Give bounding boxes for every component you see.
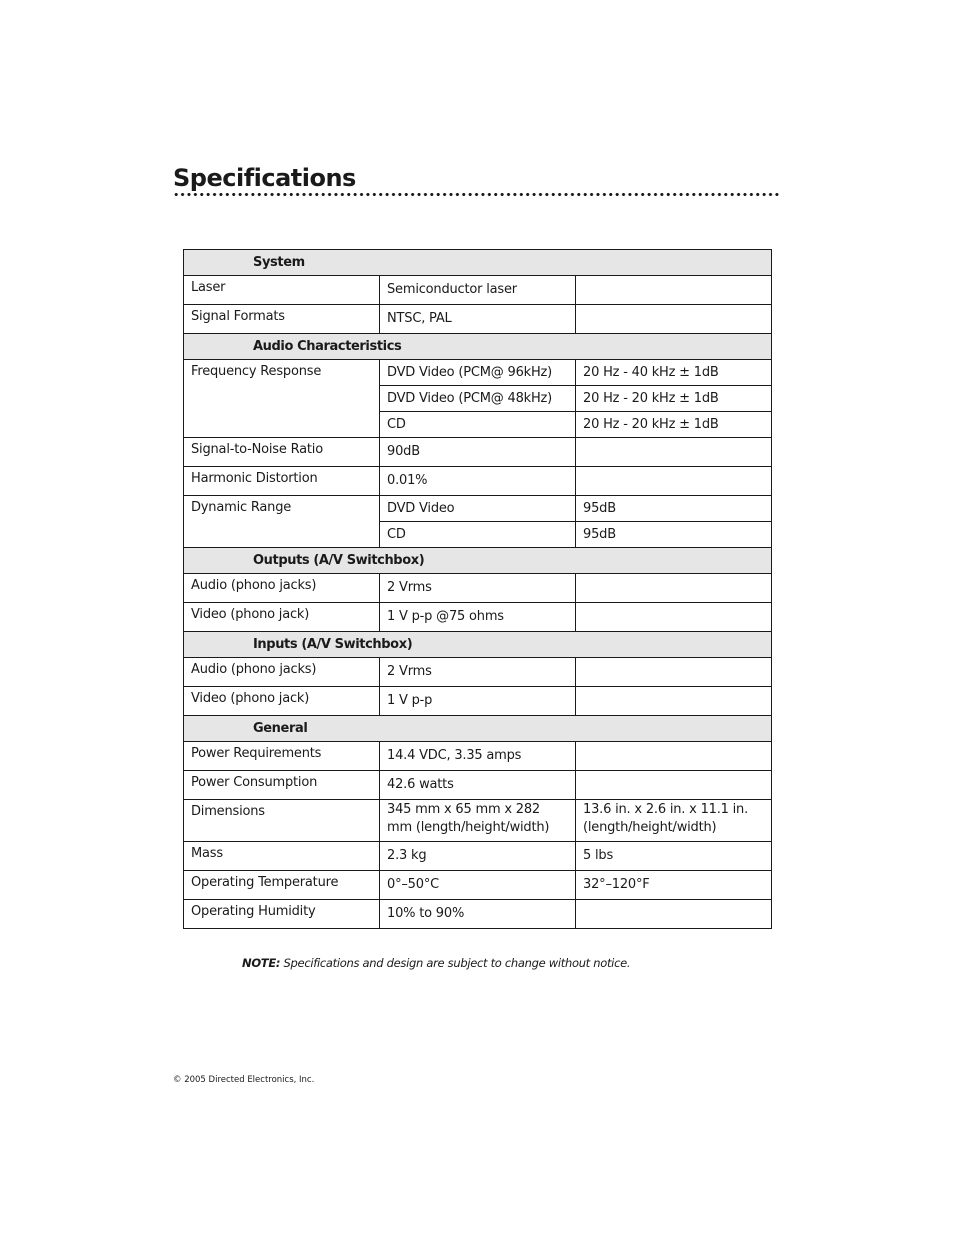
spec-alt-value-cell <box>576 603 772 632</box>
spec-alt-value-cell <box>576 771 772 800</box>
spec-alt-value-cell <box>576 305 772 334</box>
spec-label-cell: Laser <box>184 276 380 305</box>
table-row <box>184 574 772 603</box>
spec-alt-value-cell <box>576 438 772 467</box>
table-row <box>184 496 772 522</box>
specifications-table-body <box>184 250 772 929</box>
spec-alt-value-cell <box>576 467 772 496</box>
spec-label-cell: Power Requirements <box>184 742 380 771</box>
table-row <box>184 603 772 632</box>
table-row <box>184 900 772 929</box>
spec-value-cell: Semiconductor laser <box>380 276 576 305</box>
spec-label-cell: Frequency Response <box>184 360 380 438</box>
specifications-table <box>183 249 772 929</box>
spec-alt-value-cell <box>576 742 772 771</box>
spec-alt-value-cell: 95dB <box>576 496 772 522</box>
section-heading: General <box>184 716 772 742</box>
spec-label-cell: Harmonic Distortion <box>184 467 380 496</box>
spec-alt-value-cell <box>576 900 772 929</box>
spec-label-cell: Video (phono jack) <box>184 603 380 632</box>
section-header-row <box>184 334 772 360</box>
spec-value-cell: DVD Video (PCM@ 48kHz) <box>380 386 576 412</box>
section-heading: Inputs (A/V Switchbox) <box>184 632 772 658</box>
note-text: Specifications and design are subject to change without notice. <box>280 956 631 970</box>
spec-label-cell: Signal-to-Noise Ratio <box>184 438 380 467</box>
spec-value-cell: NTSC, PAL <box>380 305 576 334</box>
table-row <box>184 842 772 871</box>
spec-alt-value-cell: 20 Hz - 40 kHz ± 1dB <box>576 360 772 386</box>
spec-value-cell: 2.3 kg <box>380 842 576 871</box>
spec-value-cell: 2 Vrms <box>380 574 576 603</box>
spec-value-cell: 2 Vrms <box>380 658 576 687</box>
spec-label-cell: Operating Temperature <box>184 871 380 900</box>
spec-label-cell: Power Consumption <box>184 771 380 800</box>
spec-alt-value-cell: 32°–120°F <box>576 871 772 900</box>
section-heading: System <box>184 250 772 276</box>
spec-label-cell: Signal Formats <box>184 305 380 334</box>
spec-label-cell: Dynamic Range <box>184 496 380 548</box>
table-row <box>184 438 772 467</box>
table-row <box>184 800 772 842</box>
dotted-title-rule <box>173 192 781 197</box>
spec-alt-value-cell: 20 Hz - 20 kHz ± 1dB <box>576 386 772 412</box>
note <box>242 956 630 970</box>
spec-alt-value-cell <box>576 687 772 716</box>
page-title: Specifications <box>173 164 356 192</box>
spec-alt-value-cell: 5 lbs <box>576 842 772 871</box>
table-row <box>184 360 772 386</box>
copyright-footer: © 2005 Directed Electronics, Inc. <box>173 1075 315 1085</box>
spec-value-cell: 345 mm x 65 mm x 282 mm (length/height/width) <box>380 800 576 842</box>
spec-value-cell: 1 V p-p <box>380 687 576 716</box>
spec-label-cell: Audio (phono jacks) <box>184 658 380 687</box>
table-row <box>184 276 772 305</box>
spec-label-cell: Video (phono jack) <box>184 687 380 716</box>
spec-alt-value-cell: 20 Hz - 20 kHz ± 1dB <box>576 412 772 438</box>
spec-alt-value-cell <box>576 658 772 687</box>
spec-label-cell: Mass <box>184 842 380 871</box>
spec-value-cell: 10% to 90% <box>380 900 576 929</box>
spec-value-cell: DVD Video <box>380 496 576 522</box>
section-header-row <box>184 632 772 658</box>
spec-value-cell: 1 V p-p @75 ohms <box>380 603 576 632</box>
table-row <box>184 742 772 771</box>
table-row <box>184 305 772 334</box>
section-heading: Audio Characteristics <box>184 334 772 360</box>
table-row <box>184 658 772 687</box>
spec-alt-value-cell <box>576 276 772 305</box>
spec-value-cell: 42.6 watts <box>380 771 576 800</box>
spec-value-cell: CD <box>380 412 576 438</box>
spec-value-cell: 0°–50°C <box>380 871 576 900</box>
spec-label-cell: Operating Humidity <box>184 900 380 929</box>
spec-label-cell: Audio (phono jacks) <box>184 574 380 603</box>
spec-label-cell: Dimensions <box>184 800 380 842</box>
table-row <box>184 871 772 900</box>
table-row <box>184 687 772 716</box>
spec-alt-value-cell <box>576 574 772 603</box>
table-row <box>184 467 772 496</box>
section-header-row <box>184 716 772 742</box>
note-label: NOTE: <box>242 956 281 970</box>
section-header-row <box>184 548 772 574</box>
spec-value-cell: 90dB <box>380 438 576 467</box>
spec-alt-value-cell: 13.6 in. x 2.6 in. x 11.1 in. (length/height/width) <box>576 800 772 842</box>
section-heading: Outputs (A/V Switchbox) <box>184 548 772 574</box>
spec-value-cell: DVD Video (PCM@ 96kHz) <box>380 360 576 386</box>
spec-value-cell: 0.01% <box>380 467 576 496</box>
table-row <box>184 771 772 800</box>
spec-alt-value-cell: 95dB <box>576 522 772 548</box>
spec-value-cell: CD <box>380 522 576 548</box>
section-header-row <box>184 250 772 276</box>
spec-value-cell: 14.4 VDC, 3.35 amps <box>380 742 576 771</box>
